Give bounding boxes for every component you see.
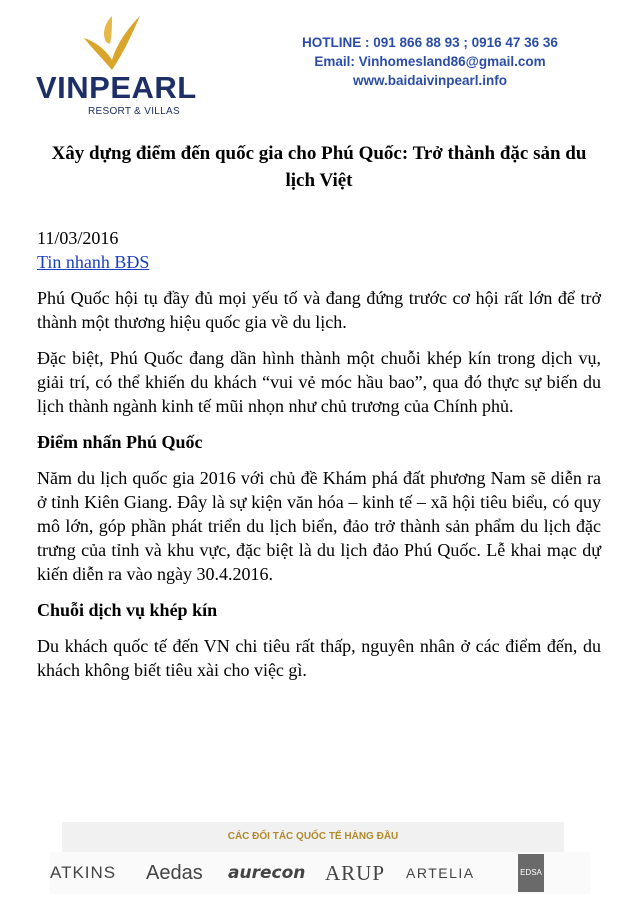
paragraph-1: Phú Quốc hội tụ đầy đủ mọi yếu tố và đang đứng trước cơ hội rất lớn để trở thành một thương hiệu quốc gia về du lịch. — [37, 288, 601, 332]
contact-block — [260, 33, 600, 90]
vinpearl-wing-icon — [82, 12, 142, 72]
heading-chuoi-dich-vu: Chuỗi dịch vụ khép kín — [37, 600, 218, 620]
website: www.baidaivinpearl.info — [352, 73, 508, 88]
paragraph-2: Đặc biệt, Phú Quốc đang dần hình thành một chuỗi khép kín trong dịch vụ, giải trí, có thể khiến du khách “vui vẻ móc hầu bao”, qua đó thực sự biến du lịch thành ngành kinh tế mũi nhọn như chủ trương của Chính phủ. — [37, 348, 601, 416]
paragraph-3: Năm du lịch quốc gia 2016 với chủ đề Khám phá đất phương Nam sẽ diễn ra ở tỉnh Kiên Giang. Đây là sự kiện văn hóa – kinh tế – xã hội tiêu biểu, có quy mô lớn, góp phần phát triển du lịch biển, đảo trở thành sản phẩm du lịch đặc trưng của tỉnh và khu vực, đặc biệt là du lịch đảo Phú Quốc. Lễ khai mạc dự kiến diễn ra vào ngày 30.4.2016. — [37, 468, 601, 584]
logo-wordmark: VINPEARL — [36, 70, 197, 105]
article-date: 11/03/2016 — [37, 228, 119, 248]
partner-logo-atkins: ATKINS — [50, 863, 117, 882]
article-title: Xây dựng điểm đến quốc gia cho Phú Quốc: Trở thành đặc sản du lịch Việt — [51, 143, 587, 191]
logo-subtitle: RESORT & VILLAS — [88, 106, 180, 117]
partner-logo-aedas: Aedas — [146, 862, 203, 884]
partner-logos — [50, 852, 590, 894]
category-link[interactable]: Tin nhanh BĐS — [37, 252, 150, 272]
hotline: HOTLINE : 091 866 88 93 ; 0916 47 36 36 — [302, 35, 558, 50]
partner-logo-arup: ARUP — [325, 861, 386, 885]
partner-logo-aurecon: aurecon — [228, 863, 306, 883]
article-body — [37, 226, 601, 694]
heading-diem-nhan: Điểm nhấn Phú Quốc — [37, 432, 203, 452]
partner-logo-edsa: EDSA — [518, 854, 544, 892]
email: Email: Vinhomesland86@gmail.com — [314, 54, 546, 69]
paragraph-4: Du khách quốc tế đến VN chi tiêu rất thấp, nguyên nhân ở các điểm đến, du khách không biết tiêu xài cho việc gì. — [37, 636, 601, 680]
partner-logo-artelia: ARTELIA — [406, 865, 475, 881]
partners-banner-title: CÁC ĐỐI TÁC QUỐC TẾ HÀNG ĐẦU — [62, 822, 564, 852]
vinpearl-logo — [30, 12, 210, 117]
